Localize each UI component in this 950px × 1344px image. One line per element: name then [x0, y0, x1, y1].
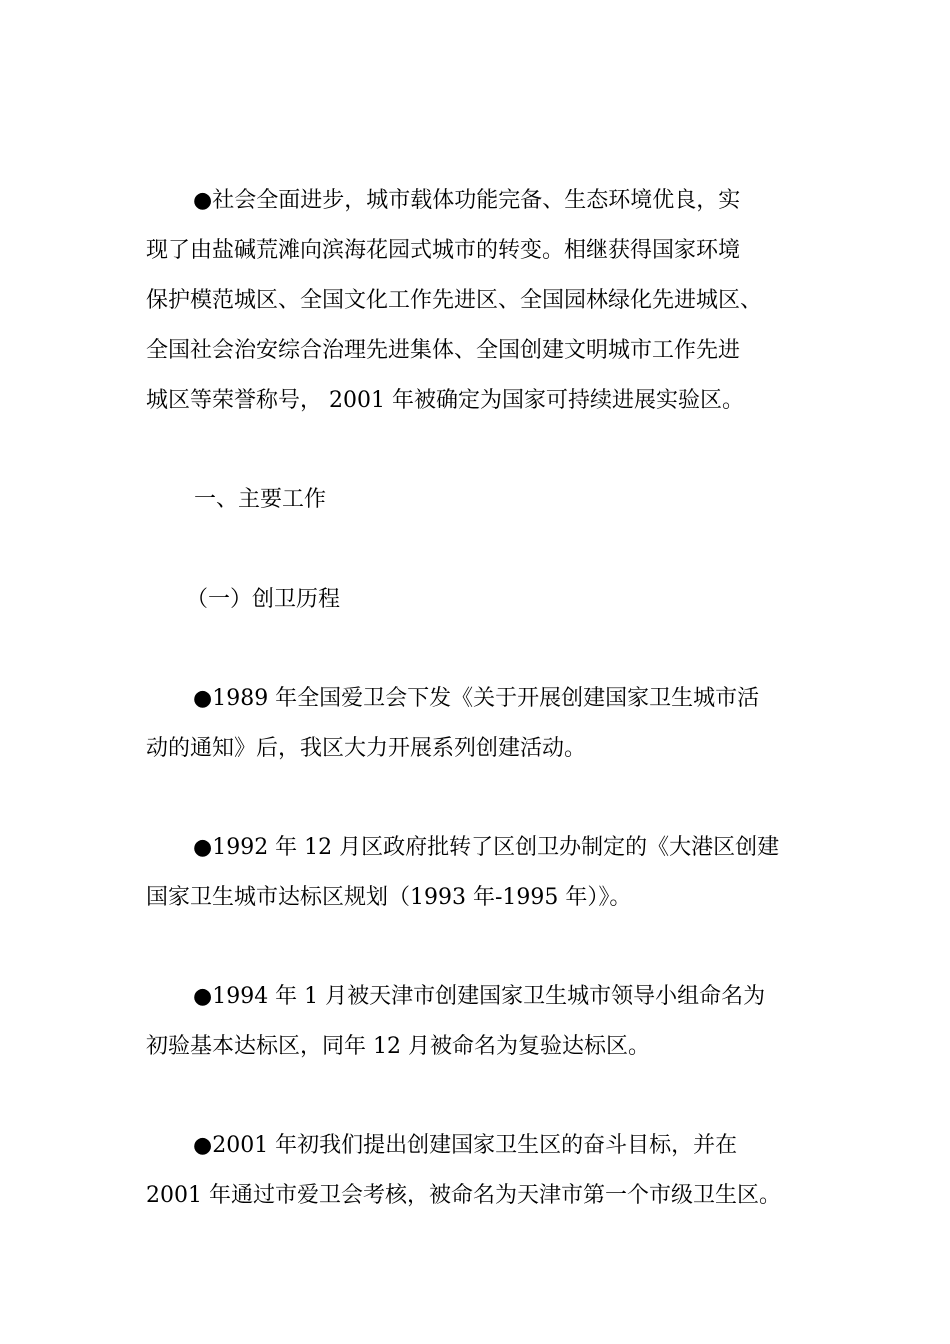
paragraph-5-line-2: 2001 年通过市爱卫会考核，被命名为天津市第一个市级卫生区。 — [146, 1183, 781, 1208]
paragraph-3-line-2: 国家卫生城市达标区规划（1993 年-1995 年）》。 — [146, 885, 632, 910]
paragraph-4-line-2: 初验基本达标区，同年 12 月被命名为复验达标区。 — [146, 1034, 650, 1059]
paragraph-1-line-4: 全国社会治安综合治理先进集体、全国创建文明城市工作先进 — [146, 338, 741, 363]
paragraph-1-line-3: 保护模范城区、全国文化工作先进区、全国园林绿化先进城区、 — [146, 288, 763, 313]
paragraph-1-line-1: ●社会全面进步，城市载体功能完备、生态环境优良，实 — [193, 188, 741, 213]
section-heading: 一、主要工作 — [194, 487, 327, 512]
paragraph-4-line-1: ●1994 年 1 月被天津市创建国家卫生城市领导小组命名为 — [193, 984, 766, 1009]
paragraph-2-line-2: 动的通知》后，我区大力开展系列创建活动。 — [146, 736, 587, 761]
paragraph-1-line-5: 城区等荣誉称号， 2001 年被确定为国家可持续进展实验区。 — [146, 388, 744, 413]
paragraph-3-line-1: ●1992 年 12 月区政府批转了区创卫办制定的《大港区创建 — [193, 835, 780, 860]
paragraph-1-line-2: 现了由盐碱荒滩向滨海花园式城市的转变。相继获得国家环境 — [146, 238, 741, 263]
subsection-heading: （一）创卫历程 — [186, 587, 341, 612]
paragraph-5-line-1: ●2001 年初我们提出创建国家卫生区的奋斗目标，并在 — [193, 1133, 738, 1158]
paragraph-2-line-1: ●1989 年全国爱卫会下发《关于开展创建国家卫生城市活 — [193, 686, 760, 711]
